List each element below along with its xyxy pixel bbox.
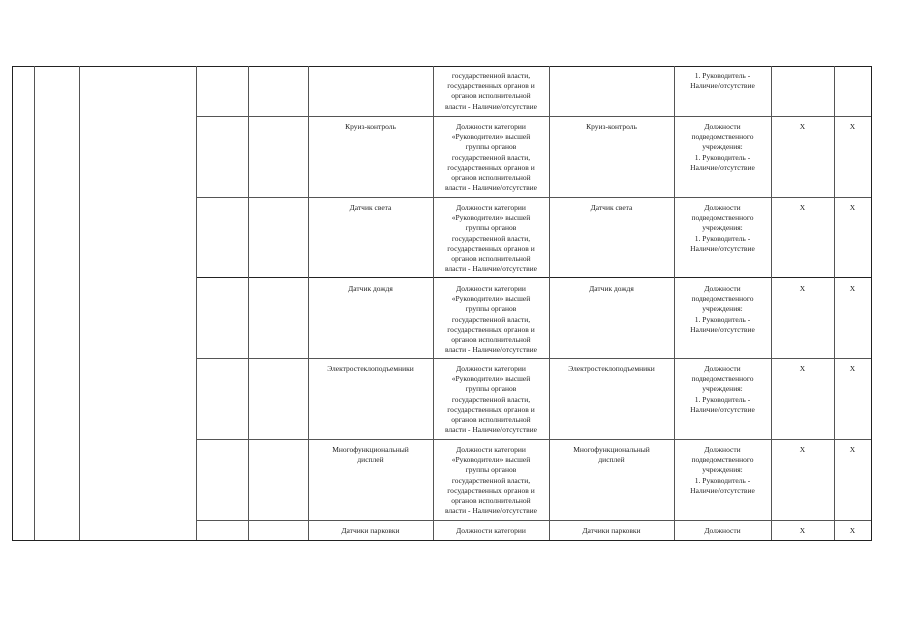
subordinate-cell: Должности подведомственного учреждения: 1. Руководитель - Наличие/отсутствие — [690, 203, 755, 253]
mark-cell: X — [799, 364, 806, 373]
option-name-cell: Датчик дождя — [348, 284, 393, 293]
table-column-divider — [12, 66, 13, 540]
requirement-cell: государственной власти, государственных органов и органов исполнительной власти - Наличие/отсутствие — [444, 71, 537, 111]
requirement-cell: Должности категории «Руководители» высшей группы органов государственной власти, государственных органов и органов исполнительной власти - Наличие/отсутствие — [444, 284, 537, 355]
mark-cell: X — [799, 445, 806, 454]
mark-cell: X — [799, 526, 806, 535]
mark-cell: X — [849, 284, 856, 293]
table-column-divider — [308, 66, 309, 540]
subordinate-cell: Должности подведомственного учреждения: 1. Руководитель - Наличие/отсутствие — [690, 445, 755, 495]
table-column-divider — [871, 66, 872, 540]
mark-cell: X — [799, 122, 806, 131]
option-name-cell: Электростеклоподъемники — [568, 364, 655, 373]
mark-cell: X — [799, 284, 806, 293]
document-table — [12, 66, 872, 540]
mark-cell: X — [849, 203, 856, 212]
table-bottom-border — [12, 540, 872, 541]
mark-cell: X — [849, 445, 856, 454]
option-name-cell: Круиз-контроль — [586, 122, 637, 131]
table-column-divider — [196, 66, 197, 540]
requirement-cell: Должности категории «Руководители» высшей группы органов государственной власти, государственных органов и органов исполнительной власти - Наличие/отсутствие — [444, 203, 537, 274]
option-name-cell: Датчики парковки — [341, 526, 400, 535]
option-name-cell: Датчики парковки — [582, 526, 641, 535]
mark-cell: X — [849, 364, 856, 373]
subordinate-cell: Должности подведомственного учреждения: 1. Руководитель - Наличие/отсутствие — [690, 284, 755, 334]
option-name-cell: Многофункциональный дисплей — [573, 445, 650, 465]
subordinate-cell: 1. Руководитель - Наличие/отсутствие — [690, 71, 755, 91]
subordinate-cell: Должности подведомственного учреждения: 1. Руководитель - Наличие/отсутствие — [690, 122, 755, 172]
subordinate-cell: Должности подведомственного учреждения: 1. Руководитель - Наличие/отсутствие — [690, 364, 755, 414]
option-name-cell: Датчик света — [590, 203, 633, 212]
table-column-divider — [549, 66, 550, 540]
table-column-divider — [834, 66, 835, 540]
table-column-divider — [79, 66, 80, 540]
mark-cell: X — [799, 203, 806, 212]
option-name-cell: Электростеклоподъемники — [327, 364, 414, 373]
option-name-cell: Круиз-контроль — [345, 122, 396, 131]
table-column-divider — [248, 66, 249, 540]
subordinate-cell: Должности — [704, 526, 741, 535]
table-column-divider — [771, 66, 772, 540]
table-column-divider — [34, 66, 35, 540]
mark-cell: X — [849, 122, 856, 131]
option-name-cell: Датчик дождя — [589, 284, 634, 293]
requirement-cell: Должности категории «Руководители» высшей группы органов государственной власти, государственных органов и органов исполнительной власти - Наличие/отсутствие — [444, 122, 537, 193]
requirement-cell: Должности категории «Руководители» высшей группы органов государственной власти, государственных органов и органов исполнительной власти - Наличие/отсутствие — [444, 445, 537, 516]
table-top-border — [12, 66, 872, 67]
mark-cell: X — [849, 526, 856, 535]
requirement-cell: Должности категории — [456, 526, 526, 535]
option-name-cell: Датчик света — [349, 203, 392, 212]
requirement-cell: Должности категории «Руководители» высшей группы органов государственной власти, государственных органов и органов исполнительной власти - Наличие/отсутствие — [444, 364, 537, 435]
option-name-cell: Многофункциональный дисплей — [332, 445, 409, 465]
